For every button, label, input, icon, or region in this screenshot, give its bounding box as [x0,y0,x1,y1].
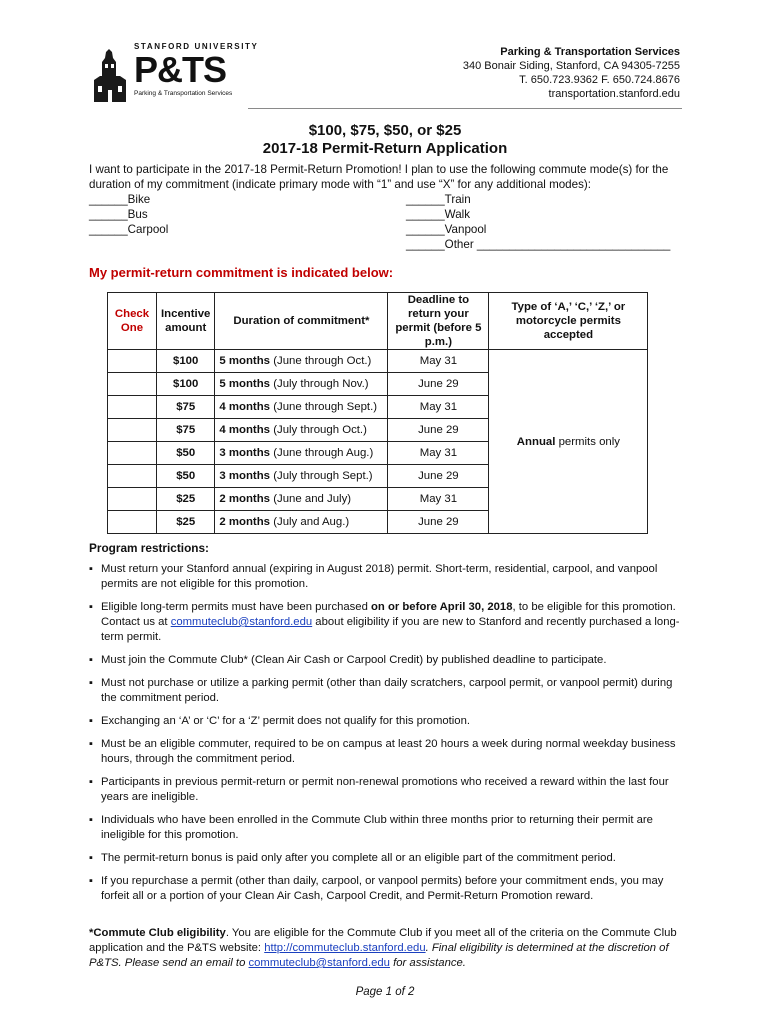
duration-months: 2 months [219,493,271,505]
list-item [89,600,689,645]
duration [215,350,388,373]
restrictions-heading: Program restrictions: [89,541,209,555]
duration-months: 3 months [219,447,271,459]
duration [215,373,388,396]
incentive-amount: $25 [157,488,215,511]
list-item: ▪ Must not purchase or utilize a parking permit (other than daily scratchers, carpool permit, or vanpool permit) during the commitment period. [89,676,689,706]
header-check-one: Check One [108,293,157,350]
permit-note-rest: permits only [555,435,620,448]
header-permit-type: Type of ‘A,’ ‘C,’ ‘Z,’ or motorcycle permits accepted [489,293,648,350]
mode-list-left [89,192,168,237]
list-item: ▪ The permit-return bonus is paid only after you complete all or an eligible part of the commitment period. [89,851,689,866]
eligibility-note [89,926,689,971]
logo-university: STANFORD UNIVERSITY [134,42,259,51]
check-box[interactable] [108,350,157,373]
website: transportation.stanford.edu [548,88,680,100]
mode-bus[interactable]: ______Bus [89,208,148,221]
duration [215,488,388,511]
commitment-heading: My permit-return commitment is indicated below: [89,265,394,280]
note-italic: . Final eligibility is determined at the discretion of P&TS. Please send an email to [89,942,669,969]
header-deadline: Deadline to return your permit (before 5 p.m.) [388,293,489,350]
item-text: , to be eligible for this promotion. Contact us at [101,601,676,628]
commuteclub-email-link[interactable]: commuteclub@stanford.edu [170,616,313,628]
header-rule [248,108,682,109]
deadline: June 29 [388,419,489,442]
logo-name: P&TS [134,49,227,90]
org-name: Parking & Transportation Services [500,46,680,58]
duration-months: 3 months [219,470,271,482]
duration [215,511,388,534]
mode-list-right [406,192,670,252]
incentive-amount: $50 [157,442,215,465]
duration-range: (June through Sept.) [273,401,378,413]
duration-range: (July through Sept.) [273,470,373,482]
incentive-amount: $50 [157,465,215,488]
item-text: Eligible long-term permits must have been purchased [101,601,372,613]
phone-fax: T. 650.723.9362 F. 650.724.8676 [519,74,680,86]
check-box[interactable] [108,419,157,442]
logo-subtitle: Parking & Transportation Services [134,90,233,97]
list-item: ▪ Must join the Commute Club* (Clean Air Cash or Carpool Credit) by published deadline to participate. [89,653,689,668]
deadline: May 31 [388,488,489,511]
list-item: ▪ Exchanging an ‘A’ or ‘C’ for a ‘Z’ permit does not qualify for this promotion. [89,714,689,729]
check-box[interactable] [108,511,157,534]
note-italic-end: for assistance. [389,957,466,969]
mode-walk[interactable]: ______Walk [406,208,471,221]
deadline: May 31 [388,350,489,373]
deadline: May 31 [388,442,489,465]
duration [215,419,388,442]
list-item: ▪ Must return your Stanford annual (expiring in August 2018) permit. Short-term, residential, carpool, and vanpool permits are not eligible for this promotion. [89,562,689,592]
list-item: ▪ Individuals who have been enrolled in the Commute Club within three months prior to returning their permit are ineligible for this promotion. [89,813,689,843]
incentive-amount: $75 [157,396,215,419]
table-row [108,350,648,373]
deadline: June 29 [388,465,489,488]
duration-months: 4 months [219,401,271,413]
list-item: ▪ Participants in previous permit-return or permit non-renewal promotions who received a reward within the last four years are ineligible. [89,775,689,805]
incentive-amount: $25 [157,511,215,534]
list-item: ▪ Must be an eligible commuter, required to be on campus at least 20 hours a week during normal weekday business hours, through the commitment period. [89,737,689,767]
pts-logo [90,42,259,108]
mode-carpool[interactable]: ______Carpool [89,223,169,236]
note-text: . You are eligible for the Commute Club if you meet all of the criteria on the Commute Club application and the P&TS website: [89,927,677,954]
check-box[interactable] [108,488,157,511]
header-incentive: Incentive amount [157,293,215,350]
duration-months: 5 months [219,378,271,390]
duration-range: (July and Aug.) [273,516,350,528]
duration-range: (July through Oct.) [273,424,367,436]
deadline: May 31 [388,396,489,419]
mode-vanpool[interactable]: ______Vanpool [406,223,487,236]
incentive-amount: $75 [157,419,215,442]
list-item: ▪ If you repurchase a permit (other than daily, carpool, or vanpool permits) before your commitment ends, you may forfeit all or a portion of your Clean Air Cash, Carpool Credit, and Permit-Return Promotion reward. [89,874,689,904]
intro-text: I want to participate in the 2017-18 Permit-Return Promotion! I plan to use the following commute mode(s) for the duration of my commitment (indicate primary mode with “1” and use “X” for any additional modes): [89,163,669,191]
duration-months: 5 months [219,355,271,367]
title-amounts: $100, $75, $50, or $25 [308,122,462,139]
permit-type-note [489,350,648,534]
note-heading: *Commute Club eligibility [89,927,226,939]
incentive-amount: $100 [157,350,215,373]
permit-note-bold: Annual [516,435,556,448]
check-box[interactable] [108,396,157,419]
check-box[interactable] [108,442,157,465]
table-header-row [108,293,648,350]
duration [215,396,388,419]
duration-months: 2 months [219,516,271,528]
street-address: 340 Bonair Siding, Stanford, CA 94305-7255 [462,60,680,72]
check-box[interactable] [108,465,157,488]
duration-range: (June through Aug.) [273,447,374,459]
mode-train[interactable]: ______Train [406,193,471,206]
item-deadline-bold: on or before April 30, 2018 [371,601,513,613]
duration-range: (June through Oct.) [273,355,372,367]
deadline: June 29 [388,373,489,396]
commuteclub-email-link-2[interactable]: commuteclub@stanford.edu [248,957,390,969]
restrictions-list [89,562,689,912]
address-block [463,45,680,101]
header-duration: Duration of commitment* [215,293,388,350]
duration-range: (June and July) [273,493,352,505]
commitment-table [107,292,648,534]
duration-months: 4 months [219,424,271,436]
check-box[interactable] [108,373,157,396]
duration-range: (July through Nov.) [273,378,369,390]
hoover-tower-icon [90,46,130,102]
commuteclub-website-link[interactable]: http://commuteclub.stanford.edu [264,942,426,954]
deadline: June 29 [388,511,489,534]
page-number: Page 1 of 2 [355,986,415,998]
duration [215,465,388,488]
incentive-amount: $100 [157,373,215,396]
mode-other[interactable]: ______Other ______________________________ [406,238,671,251]
mode-bike[interactable]: ______Bike [89,193,151,206]
duration [215,442,388,465]
item-text: about eligibility if you are new to Stanford and recently purchased a long-term permit. [101,616,680,643]
page-title: 2017-18 Permit-Return Application [262,140,508,157]
